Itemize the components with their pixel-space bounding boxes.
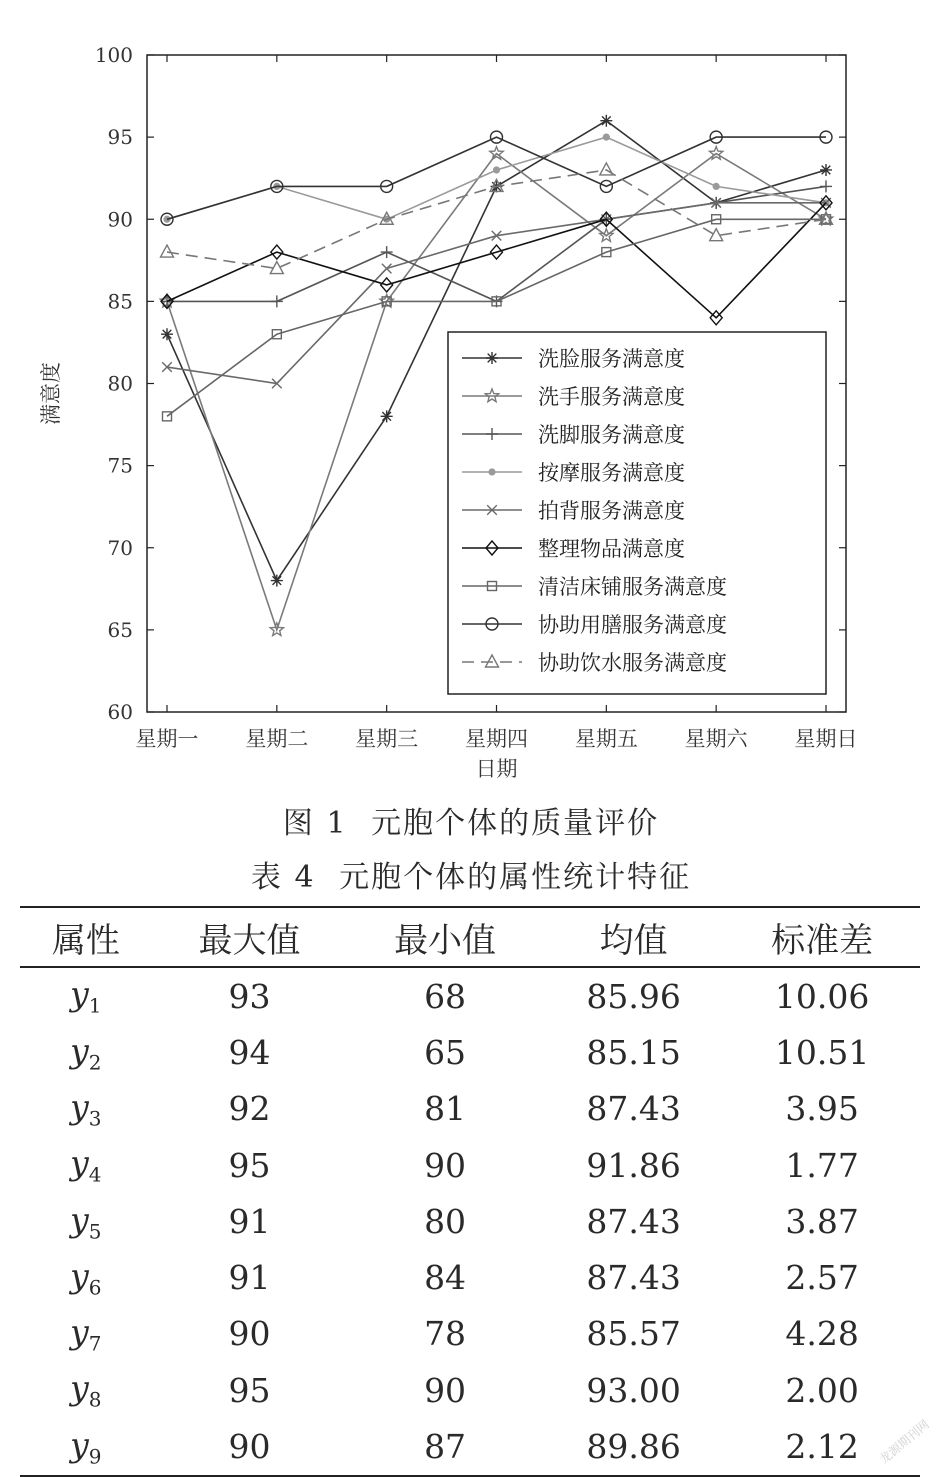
legend-label: 洗脚服务满意度 [538, 423, 685, 447]
cell-min: 81 [424, 1089, 467, 1129]
cell-attribute [20, 1418, 152, 1475]
header-mean: 均值 [543, 907, 724, 967]
data-point [381, 246, 393, 258]
figure-caption [0, 798, 942, 842]
attr-symbol: y [70, 1312, 89, 1352]
y-tick-label: 65 [107, 617, 133, 642]
cell-mean: 87.43 [586, 1258, 681, 1298]
cell-min: 90 [424, 1370, 467, 1410]
cell-attribute [20, 1193, 152, 1249]
cell-attribute [20, 967, 152, 1024]
figure-caption-text: 元胞个体的质量评价 [371, 806, 660, 841]
cell-mean: 85.96 [586, 976, 681, 1016]
attr-symbol: y [70, 1368, 89, 1408]
cell-min: 78 [424, 1314, 467, 1354]
cell-max: 90 [152, 1418, 348, 1475]
data-point [381, 410, 393, 422]
attr-symbol: y [70, 1143, 89, 1183]
y-tick-label: 70 [107, 535, 133, 560]
table-row [20, 1137, 920, 1193]
figure-caption-label: 图 1 [282, 806, 348, 841]
data-point [382, 264, 392, 274]
cell-attribute [20, 1137, 152, 1193]
attr-subscript: 5 [88, 1219, 102, 1244]
y-tick-label: 85 [107, 289, 133, 314]
data-point [820, 164, 832, 176]
x-tick-label: 星期二 [245, 727, 309, 751]
y-tick-label: 60 [107, 700, 133, 724]
y-tick-label: 80 [107, 371, 133, 396]
data-point [161, 328, 173, 340]
x-tick-label: 星期六 [684, 727, 748, 751]
data-point [271, 575, 283, 587]
legend-label: 协助用膳服务满意度 [538, 613, 727, 637]
watermark: 龙源期刊网 [876, 1417, 932, 1467]
legend-label: 拍背服务满意度 [538, 499, 685, 523]
cell-attribute [20, 1362, 152, 1418]
cell-max: 93 [228, 976, 271, 1016]
attr-subscript: 9 [88, 1444, 102, 1469]
table-row [20, 1249, 920, 1305]
table-header-row [20, 907, 920, 967]
cell-std: 3.95 [785, 1089, 859, 1129]
attr-symbol: y [70, 1424, 89, 1464]
table-row [20, 1193, 920, 1249]
x-tick-label: 星期五 [574, 727, 638, 751]
attr-subscript: 4 [88, 1162, 102, 1187]
series-line [167, 186, 826, 301]
cell-max: 95 [228, 1370, 271, 1410]
cell-std: 10.06 [774, 976, 870, 1016]
cell-mean: 87.43 [586, 1089, 681, 1129]
data-point [493, 166, 500, 173]
table-caption-text: 元胞个体的属性统计特征 [339, 860, 692, 895]
y-axis-label: 满意度 [39, 362, 63, 425]
attr-symbol: y [70, 1030, 89, 1070]
legend-label: 清洁床铺服务满意度 [538, 575, 727, 599]
legend-label: 洗手服务满意度 [538, 385, 685, 409]
cell-attribute [20, 1024, 152, 1080]
table-caption-label: 表 4 [250, 860, 316, 895]
y-tick-label: 100 [94, 43, 133, 67]
data-point [603, 134, 610, 141]
data-point [820, 180, 832, 192]
data-point [600, 115, 612, 127]
header-std: 标准差 [724, 907, 920, 967]
data-point [271, 295, 283, 307]
cell-std: 3.87 [785, 1201, 859, 1241]
attr-symbol: y [70, 1086, 89, 1126]
cell-min: 87 [347, 1418, 543, 1475]
cell-std: 10.51 [774, 1032, 870, 1072]
cell-min: 68 [424, 976, 467, 1016]
cell-max: 94 [228, 1032, 271, 1072]
cell-max: 95 [228, 1145, 271, 1185]
cell-max: 92 [228, 1089, 271, 1129]
y-tick-label: 75 [107, 453, 133, 478]
header-max: 最大值 [152, 907, 348, 967]
attr-subscript: 8 [88, 1388, 102, 1413]
table-row [20, 1362, 920, 1418]
header-min: 最小值 [347, 907, 543, 967]
header-attribute: 属性 [20, 907, 152, 967]
x-tick-label: 星期日 [794, 727, 858, 751]
table-row [20, 1024, 920, 1080]
y-tick-label: 95 [107, 125, 133, 150]
cell-mean: 87.43 [586, 1201, 681, 1241]
cell-mean: 85.15 [586, 1032, 681, 1072]
cell-attribute [20, 1249, 152, 1305]
cell-attribute [20, 1081, 152, 1137]
data-point [713, 183, 720, 190]
legend-marker [486, 352, 498, 364]
legend-label: 协助饮水服务满意度 [538, 651, 727, 675]
cell-min: 90 [424, 1145, 467, 1185]
cell-max: 91 [228, 1201, 271, 1241]
cell-min: 80 [424, 1201, 467, 1241]
table-row [20, 1081, 920, 1137]
table-row [20, 1306, 920, 1362]
table-body [20, 967, 920, 1476]
attr-symbol: y [70, 1199, 89, 1239]
x-axis-label: 日期 [475, 757, 518, 781]
attr-subscript: 2 [88, 1050, 102, 1075]
series-group [161, 180, 832, 307]
table-row [20, 1418, 920, 1475]
legend-marker [488, 468, 495, 475]
x-tick-label: 星期三 [355, 727, 419, 751]
cell-std: 2.57 [785, 1258, 859, 1298]
cell-std: 4.28 [785, 1314, 859, 1354]
cell-min: 65 [424, 1032, 467, 1072]
cell-mean: 93.00 [586, 1370, 681, 1410]
attr-subscript: 1 [88, 993, 102, 1018]
attr-symbol: y [70, 974, 89, 1014]
attr-subscript: 7 [88, 1331, 102, 1356]
data-point [161, 245, 174, 257]
cell-std: 2.00 [785, 1370, 859, 1410]
stats-table [20, 906, 920, 1477]
cell-mean: 89.86 [543, 1418, 724, 1475]
y-tick-label: 90 [107, 207, 133, 232]
chart-legend [448, 332, 826, 694]
table-caption [0, 852, 942, 896]
table-row [20, 967, 920, 1024]
x-tick-label: 星期四 [465, 727, 528, 751]
cell-max: 91 [228, 1258, 271, 1298]
cell-std: 1.77 [785, 1145, 859, 1185]
cell-std: 2.12 [724, 1418, 920, 1475]
attr-symbol: y [70, 1255, 89, 1295]
cell-max: 90 [228, 1314, 271, 1354]
attr-subscript: 6 [88, 1275, 102, 1300]
cell-mean: 91.86 [586, 1145, 681, 1185]
series-group [161, 163, 833, 274]
legend-label: 整理物品满意度 [538, 537, 685, 561]
legend-label: 按摩服务满意度 [538, 461, 685, 485]
cell-min: 84 [424, 1258, 467, 1298]
cell-attribute [20, 1306, 152, 1362]
legend-label: 洗脸服务满意度 [538, 347, 685, 371]
x-tick-label: 星期一 [135, 727, 199, 751]
cell-mean: 85.57 [586, 1314, 681, 1354]
attr-subscript: 3 [88, 1106, 102, 1131]
